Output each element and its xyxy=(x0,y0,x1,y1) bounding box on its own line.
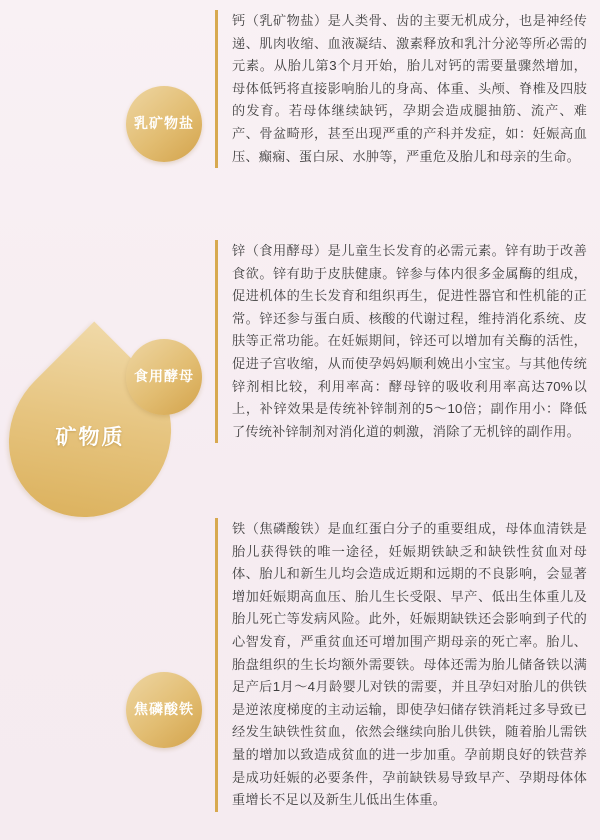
badge-edible-yeast: 食用酵母 xyxy=(126,339,202,415)
badge-ferric-pyrophosphate: 焦磷酸铁 xyxy=(126,672,202,748)
left-graphic-column xyxy=(0,0,215,840)
section-text-iron: 铁（焦磷酸铁）是血红蛋白分子的重要组成，母体血清铁是胎儿获得铁的唯一途径，妊娠期铁缺乏和缺铁性贫血对母体、胎儿和新生儿均会造成近期和远期的不良影响，会显著增加妊娠期高血压、胎儿生长受限、早产、低出生体重儿及胎儿死亡等发病风险。此外，妊娠期缺铁还会影响到子代的心智发育，严重贫血还可增加围产期母亲的死亡率。胎儿、胎盘组织的生长均额外需要铁。母体还需为胎儿储备铁以满足产后1月～4月龄婴儿对铁的需要，并且孕妇对胎儿的供铁是逆浓度梯度的主动运输，即使孕妇储存铁消耗过多导致已经发生缺铁性贫血，依然会继续向胎儿供铁，随着胎儿需铁量的增加以致造成贫血的进一步加重。孕前期良好的铁营养是成功妊娠的必要条件，孕前缺铁易导致早产、孕期母体体重增长不足以及新生儿低出生体重。 xyxy=(232,521,587,808)
section-block-calcium xyxy=(215,10,587,168)
section-block-zinc xyxy=(215,240,587,443)
section-text-calcium: 钙（乳矿物盐）是人类骨、齿的主要无机成分，也是神经传递、肌肉收缩、血液凝结、激素释放和乳汁分泌等所必需的元素。从胎儿第3个月开始，胎儿对钙的需要量骤然增加，母体低钙将直接影响胎儿的身高、体重、头颅、脊椎及四肢的发育。若母体继续缺钙，孕期会造成腿抽筋、流产、难产、骨盆畸形，甚至出现严重的产科并发症，如：妊娠高血压、癫痫、蛋白尿、水肿等，严重危及胎儿和母亲的生命。 xyxy=(232,13,587,164)
section-text-zinc: 锌（食用酵母）是儿童生长发育的必需元素。锌有助于改善食欲。锌有助于皮肤健康。锌参与体内很多金属酶的组成，促进机体的生长发育和组织再生，促进性器官和性机能的正常。锌还参与蛋白质、核酸的代谢过程，维持消化系统、皮肤等正常功能。在妊娠期间，锌还可以增加有关酶的活性，促进子宫收缩，从而使孕妈妈顺利娩出小宝宝。与其他传统锌剂相比较，利用率高：酵母锌的吸收利用率高达70%以上，补锌效果是传统补锌制剂的5～10倍；副作用小：降低了传统补锌制剂对消化道的刺激，消除了无机锌的副作用。 xyxy=(232,243,587,439)
text-column xyxy=(215,0,600,840)
badge-milk-mineral-salt: 乳矿物盐 xyxy=(126,86,202,162)
section-block-iron xyxy=(215,518,587,812)
mineral-drop-label: 矿物质 xyxy=(55,426,125,449)
